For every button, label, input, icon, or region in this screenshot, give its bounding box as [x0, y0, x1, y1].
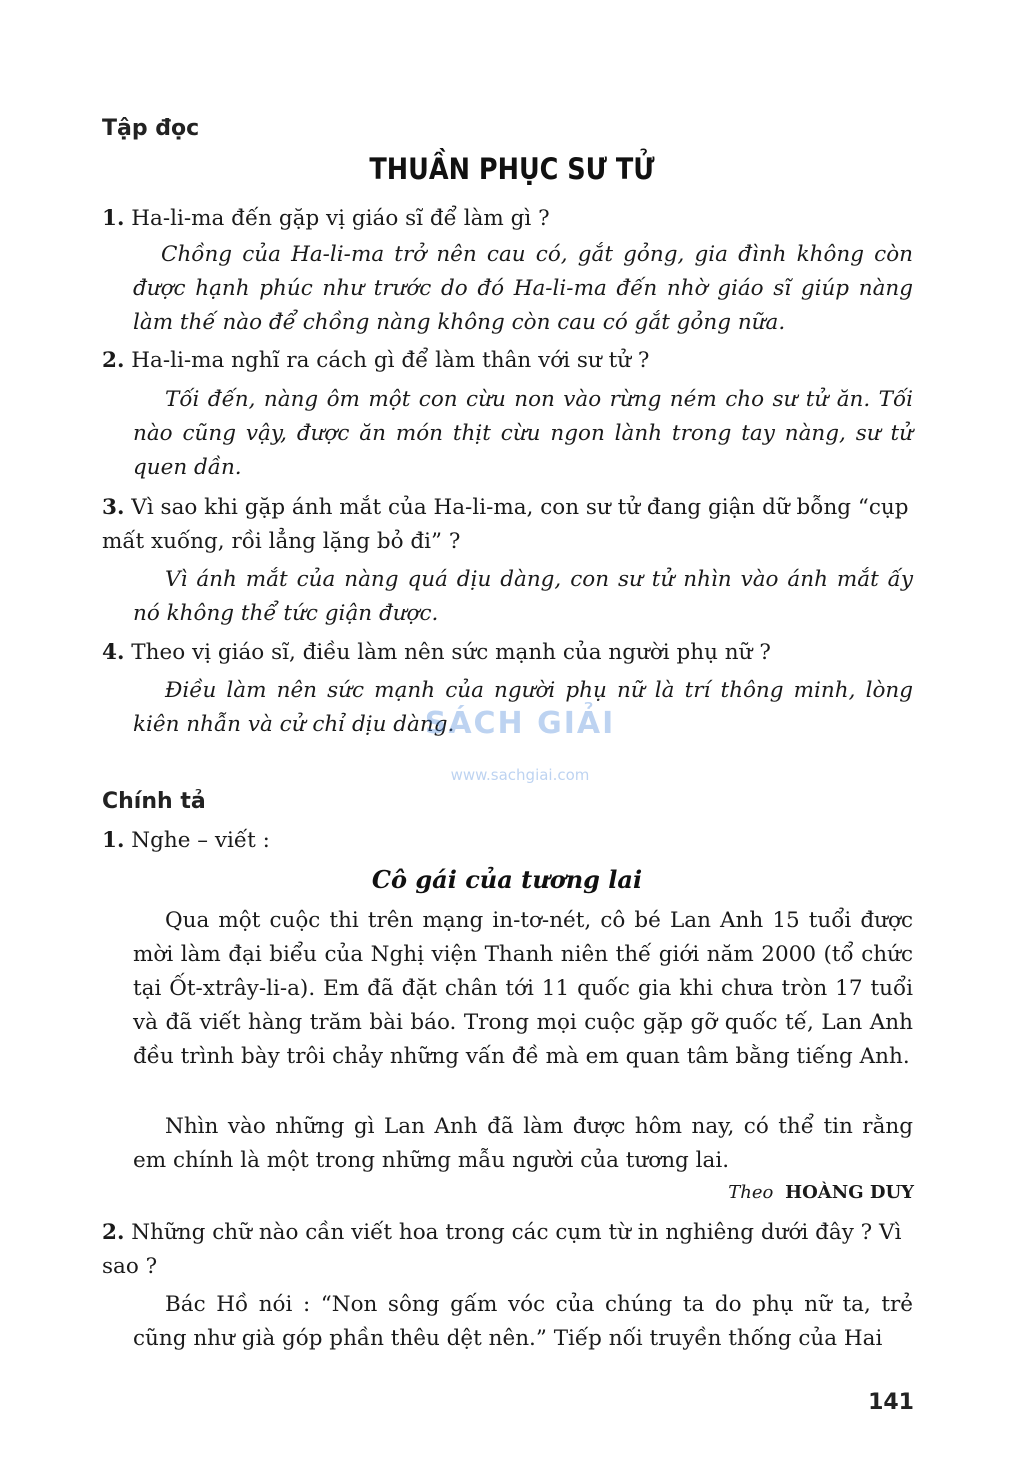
reading-section-heading: Tập đọc [102, 116, 200, 141]
dictation-title: Cô gái của tương lai [371, 865, 643, 894]
dictation-paragraph-1: Qua một cuộc thi trên mạng in-tơ-nét, cô bé Lan Anh 15 tuổi được mời làm đại biểu của Nghị viện Thanh niên thế giới năm 2000 (tổ chức tại Ốt-xtrây-li-a). Em đã đặt chân tới 11 quốc gia khi chưa tròn 17 tuổi và đã viết hàng trăm bài báo. Trong mọi cuộc gặp gỡ quốc tế, Lan Anh đều trình bày trôi chảy những vấn đề mà em quan tâm bằng tiếng Anh. [133, 908, 913, 1069]
item-text: Nghe – viết : [131, 828, 270, 853]
exercise-paragraph: Bác Hồ nói : “Non sông gấm vóc của chúng ta do phụ nữ ta, trẻ cũng như già góp phần thêu dệt nên.” Tiếp nối truyền thống của Hai [133, 1292, 913, 1351]
watermark-url: www.sachgiai.com [450, 766, 590, 784]
question-text: Ha-li-ma nghĩ ra cách gì để làm thân với sư tử ? [131, 348, 650, 373]
answer-3: Vì ánh mắt của nàng quá dịu dàng, con sư tử nhìn vào ánh mắt ấy nó không thể tức giận được. [133, 567, 913, 626]
author-prefix: Theo [728, 1182, 774, 1203]
question-text: Theo vị giáo sĩ, điều làm nên sức mạnh của người phụ nữ ? [131, 640, 771, 665]
page-number: 141 [868, 1390, 914, 1415]
item-text: Những chữ nào cần viết hoa trong các cụm từ in nghiêng dưới đây ? Vì sao ? [102, 1220, 902, 1279]
question-number: 1. [102, 206, 125, 231]
item-number: 2. [102, 1220, 125, 1245]
dictation-paragraph-2: Nhìn vào những gì Lan Anh đã làm được hôm nay, có thể tin rằng em chính là một trong những mẫu người của tương lai. [133, 1114, 913, 1173]
question-4 [102, 636, 916, 670]
answer-1: Chồng của Ha-li-ma trở nên cau có, gắt gỏng, gia đình không còn được hạnh phúc như trước do đó Ha-li-ma đến nhờ giáo sĩ giúp nàng làm thế nào để chồng nàng không còn cau có gắt gỏng nữa. [133, 242, 913, 335]
author-credit [728, 1182, 914, 1203]
watermark-logo: SÁCH GIẢI [424, 706, 616, 741]
spelling-section-heading: Chính tả [102, 789, 206, 814]
question-2 [102, 344, 916, 378]
item-number: 1. [102, 828, 125, 853]
answer-4: Điều làm nên sức mạnh của người phụ nữ là trí thông minh, lòng kiên nhẫn và cử chỉ dịu dàng. [133, 678, 913, 737]
spelling-item-1 [102, 824, 916, 858]
spelling-item-2 [102, 1216, 916, 1284]
question-text: Vì sao khi gặp ánh mắt của Ha-li-ma, con sư tử đang giận dữ bỗng “cụp mất xuống, rồi lẳng lặng bỏ đi” ? [102, 495, 909, 554]
question-number: 2. [102, 348, 125, 373]
question-text: Ha-li-ma đến gặp vị giáo sĩ để làm gì ? [131, 206, 550, 231]
question-3 [102, 491, 916, 559]
lesson-title: THUẦN PHỤC SƯ TỬ [369, 152, 655, 186]
question-1 [102, 202, 916, 236]
question-number: 3. [102, 495, 125, 520]
author-name: HOÀNG DUY [785, 1182, 914, 1203]
question-number: 4. [102, 640, 125, 665]
answer-2: Tối đến, nàng ôm một con cừu non vào rừng ném cho sư tử ăn. Tối nào cũng vậy, được ăn món thịt cừu ngon lành trong tay nàng, sư tử quen dần. [133, 387, 913, 480]
